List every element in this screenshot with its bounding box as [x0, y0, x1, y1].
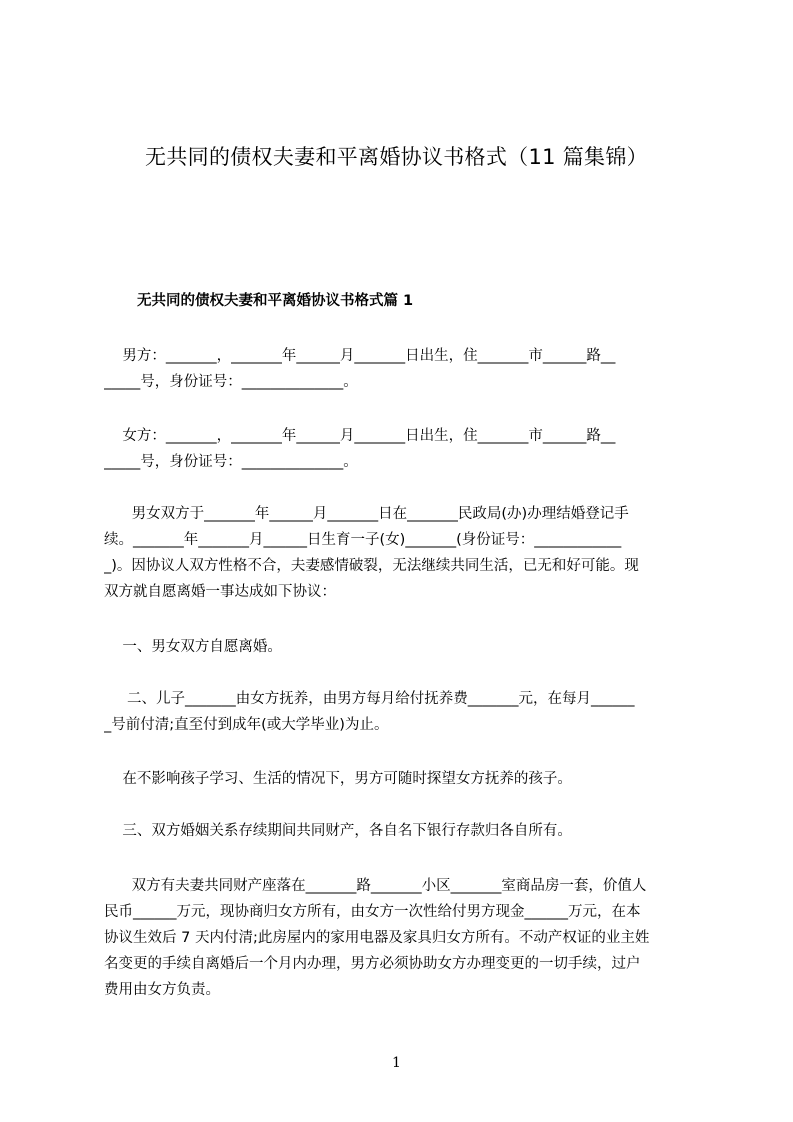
- paragraph-male-party: [104, 343, 704, 395]
- section-heading: 无共同的债权夫妻和平离婚协议书格式篇 1: [137, 293, 414, 309]
- text-line: _____号，身份证号：______________。: [104, 374, 358, 390]
- paragraph-marriage-info: [104, 501, 704, 605]
- clause-one: [104, 634, 704, 660]
- text-line: 三、双方婚姻关系存续期间共同财产，各自名下银行存款归各自所有。: [104, 823, 572, 839]
- paragraph-property: [104, 873, 704, 1003]
- page-number: 1: [392, 1055, 401, 1071]
- text-line: _)。因协议人双方性格不合，夫妻感情破裂，无法继续共同生活，已无和好可能。现: [104, 558, 639, 574]
- text-line: 续。_______年_______月______日生育一子(女)_______(身份证号：____________: [104, 532, 622, 548]
- paragraph-visitation: [104, 766, 704, 792]
- text-line: 费用由女方负责。: [104, 982, 220, 998]
- clause-three: [104, 818, 704, 844]
- text-line: 双方有夫妻共同财产座落在_______路_______小区_______室商品房一套，价值人: [104, 878, 647, 894]
- document-title: 无共同的债权夫妻和平离婚协议书格式（11 篇集锦）: [145, 145, 648, 169]
- text-line: 二、儿子_______由女方抚养，由男方每月给付抚养费_______元，在每月______: [104, 691, 635, 707]
- text-line: 男女双方于_______年______月_______日在_______民政局(办)办理结婚登记手: [104, 506, 629, 522]
- text-line: 名变更的手续自离婚后一个月内办理，男方必须协助女方办理变更的一切手续，过户: [104, 956, 641, 972]
- text-line: 一、男女双方自愿离婚。: [104, 639, 282, 655]
- text-line: 双方就自愿离婚一事达成如下协议：: [104, 584, 336, 600]
- clause-two: [104, 686, 704, 738]
- text-line: _____号，身份证号：______________。: [104, 454, 358, 470]
- text-line: 协议生效后 7 天内付清;此房屋内的家用电器及家具归女方所有。不动产权证的业主姓: [104, 930, 650, 946]
- text-line: 在不影响孩子学习、生活的情况下，男方可随时探望女方抚养的孩子。: [104, 771, 572, 787]
- paragraph-female-party: [104, 423, 704, 475]
- text-line: 民币______万元，现协商归女方所有，由女方一次性给付男方现金______万元，在本: [104, 904, 641, 920]
- text-line: 女方：_______，_______年______月_______日出生，住_______市______路__: [104, 428, 616, 444]
- text-line: 男方：_______，_______年______月_______日出生，住_______市______路__: [104, 348, 616, 364]
- text-line: _号前付清;直至付到成年(或大学毕业)为止。: [104, 717, 389, 733]
